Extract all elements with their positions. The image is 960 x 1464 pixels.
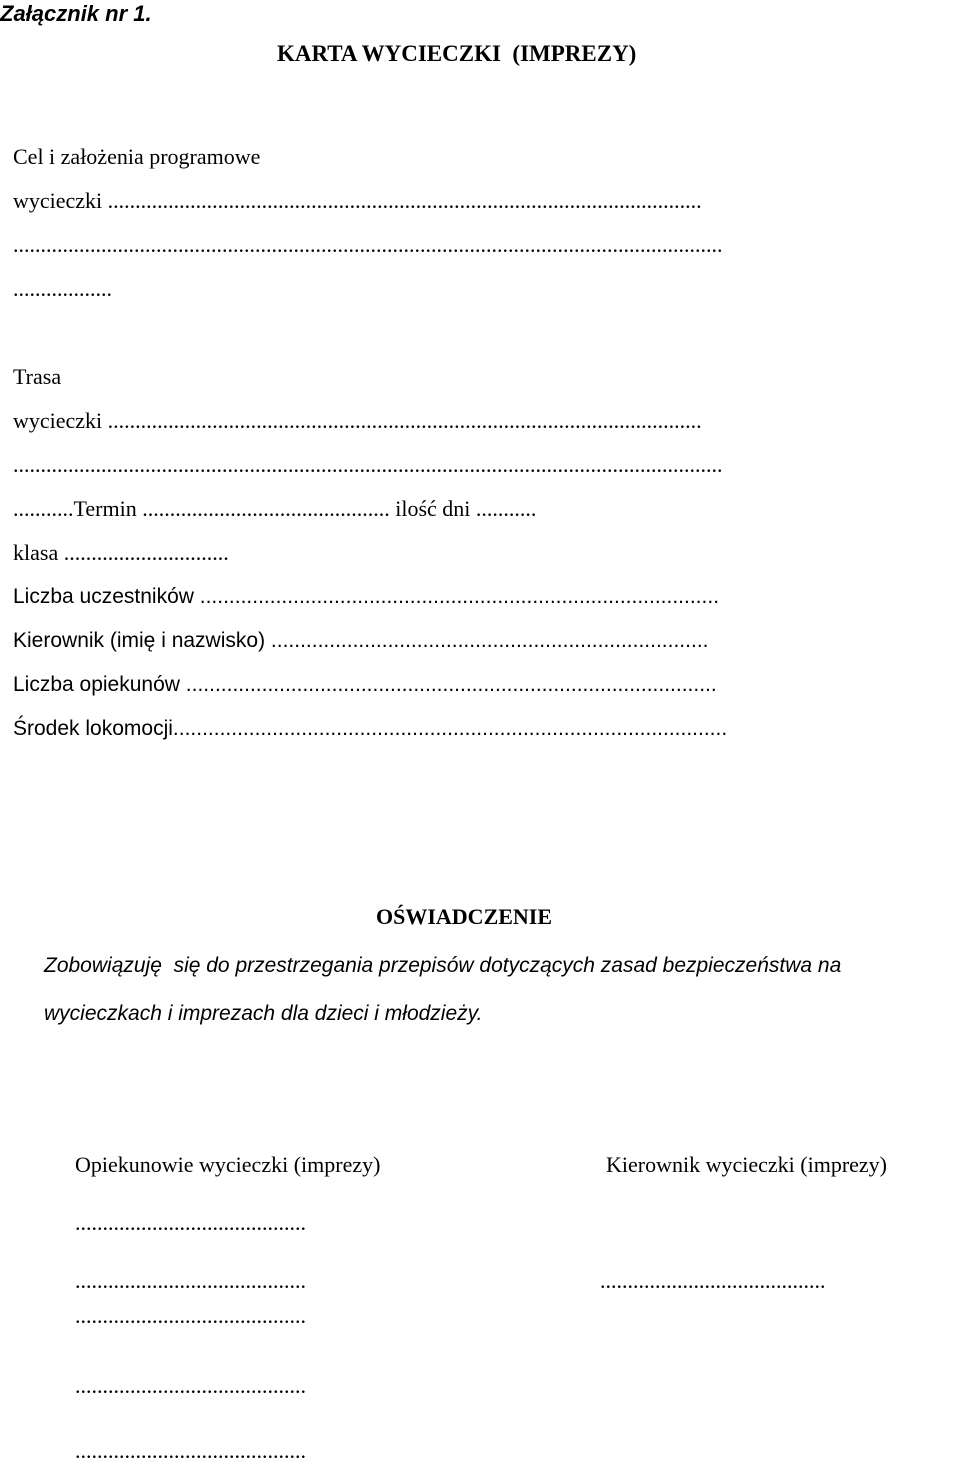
opiekunowie-label: Opiekunowie wycieczki (imprezy) bbox=[75, 1152, 381, 1177]
field-liczba-uczestnikow: Liczba uczestników ......................................................................................... bbox=[13, 585, 720, 608]
field-cel-line-3: .................. bbox=[13, 276, 112, 301]
field-trasa-line-2: ................................................................................................................................. bbox=[13, 452, 723, 477]
annex-label: Załącznik nr 1. bbox=[0, 1, 152, 26]
field-termin-line: ...........Termin ............................................. ilość dni ........... bbox=[13, 496, 537, 521]
field-kierownik: Kierownik (imię i nazwisko) ........................................................................... bbox=[13, 629, 709, 652]
field-srodek-lokomocji: Środek lokomocji............................................................................................... bbox=[13, 717, 728, 740]
kierownik-signature-label: Kierownik wycieczki (imprezy) bbox=[606, 1152, 887, 1177]
field-cel-label: Cel i założenia programowe bbox=[13, 144, 261, 169]
field-cel-line-2: ................................................................................................................................. bbox=[13, 232, 723, 257]
declaration-text-line-2: wycieczkach i imprezach dla dzieci i młodzieży. bbox=[44, 1002, 483, 1025]
field-trasa-label: Trasa bbox=[13, 364, 62, 389]
field-cel-line-1: wycieczki ............................................................................................................ bbox=[13, 188, 702, 213]
opiekun-signature-line: .......................................... bbox=[75, 1438, 306, 1463]
kierownik-signature-line: ......................................... bbox=[600, 1268, 826, 1293]
opiekun-signature-line: .......................................... bbox=[75, 1268, 306, 1293]
document-title: KARTA WYCIECZKI (IMPREZY) bbox=[277, 41, 637, 66]
declaration-text-line-1: Zobowiązuję się do przestrzegania przepisów dotyczących zasad bezpieczeństwa na bbox=[44, 954, 842, 977]
field-klasa-line: klasa .............................. bbox=[13, 540, 229, 565]
opiekun-signature-line: .......................................... bbox=[75, 1303, 306, 1328]
field-liczba-opiekunow: Liczba opiekunów ........................................................................................... bbox=[13, 673, 717, 696]
opiekun-signature-line: .......................................... bbox=[75, 1373, 306, 1398]
declaration-heading: OŚWIADCZENIE bbox=[376, 904, 553, 929]
field-trasa-line-1: wycieczki ............................................................................................................ bbox=[13, 408, 702, 433]
opiekun-signature-line: .......................................... bbox=[75, 1210, 306, 1235]
